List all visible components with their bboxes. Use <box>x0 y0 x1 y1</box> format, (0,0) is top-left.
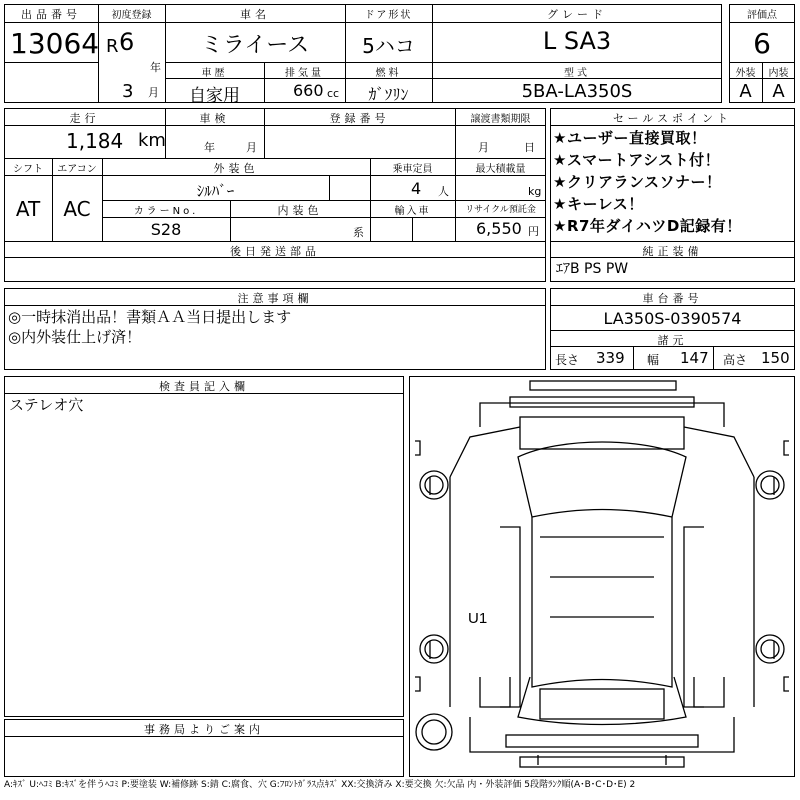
chassis-number: LA350S-0390574 <box>603 309 742 328</box>
first-reg-month: 3 <box>122 81 134 102</box>
ext-color-label: 外装色 <box>213 162 259 175</box>
car-diagram <box>409 376 795 777</box>
mileage-unit: km <box>138 130 166 151</box>
selling-point: ★スマートアシスト付！ <box>553 151 721 169</box>
chassis-label: 車台番号 <box>642 292 703 305</box>
color-no-label: カラーNo. <box>133 206 199 217</box>
inspection-month-unit: 月 <box>246 141 257 154</box>
office-label: 事務局よりご案内 <box>144 723 264 736</box>
recycle-unit: 円 <box>528 225 539 238</box>
ext-score: A <box>739 81 752 102</box>
height: 150 <box>761 349 790 367</box>
selling-points-label: セールスポイント <box>612 112 732 125</box>
model-label: 型式 <box>564 68 590 79</box>
displacement-label: 排気量 <box>285 68 324 79</box>
car-diagram-drawing <box>410 377 794 776</box>
notes-label: 注意事項欄 <box>237 292 313 305</box>
grade-label: グレード <box>547 8 607 21</box>
ext-color: ｼﾙﾊﾞｰ <box>196 182 235 200</box>
mileage-label: 走行 <box>69 112 100 125</box>
import-label: 輸入車 <box>394 206 431 217</box>
inspector-block <box>4 376 404 717</box>
aircon: AC <box>63 197 91 221</box>
transfer-month-unit: 月 <box>478 141 489 154</box>
equipment: ｴｱB PS PW <box>556 261 629 277</box>
lot-label: 出品番号 <box>21 8 81 21</box>
inspection-label: 車検 <box>199 112 230 125</box>
ext-score-label: 外装 <box>735 68 756 79</box>
score-label: 評価点 <box>747 10 777 21</box>
damage-mark: U1 <box>468 610 488 627</box>
model: 5BA-LA350S <box>521 81 633 102</box>
selling-point: ★R7年ダイハツD記録有！ <box>553 217 742 235</box>
displacement: 660 <box>293 81 324 100</box>
displacement-unit: cc <box>327 87 340 100</box>
max-load-label: 最大積載量 <box>475 164 526 175</box>
door-type: 5ハコ <box>362 34 415 58</box>
lot-number: 13064 <box>10 27 100 60</box>
specs-label: 諸元 <box>657 334 688 347</box>
capacity-unit: 人 <box>438 185 449 198</box>
later-parts-label: 後日発送部品 <box>230 245 320 258</box>
recycle: 6,550 <box>476 219 522 238</box>
transfer-day-unit: 日 <box>524 141 535 154</box>
legend: A:ｷｽﾞ U:ﾍｺﾐ B:ｷｽﾞを伴うﾍｺﾐ P:要塗装 W:補修跡 S:錆 C:腐食、穴 G:ﾌﾛﾝﾄｶﾞﾗｽ点ｷｽﾞ XX:交換済み X:要交換 欠:欠品 内・外装評価 5段階ﾗﾝｸ順(A･B･C･D･E) 2 <box>4 780 636 790</box>
mileage: 1,184 <box>66 129 124 153</box>
height-label: 高さ <box>723 353 748 367</box>
shift: AT <box>15 197 41 221</box>
inspector-label: 検査員記入欄 <box>159 380 249 393</box>
door-label: ドア形状 <box>364 10 413 21</box>
max-load-unit: kg <box>528 185 542 198</box>
int-score-label: 内装 <box>768 68 789 79</box>
transfer-label: 譲渡書類期限 <box>470 114 531 125</box>
note-line: ◎一時抹消出品！書類ＡＡ当日提出します <box>8 308 292 326</box>
reg-no-label: 登録番号 <box>329 112 390 125</box>
int-score: A <box>772 81 785 102</box>
capacity-label: 乗車定員 <box>392 164 433 175</box>
first-reg-year-unit: 年 <box>150 61 161 74</box>
length: 339 <box>596 349 625 367</box>
int-color-unit: 系 <box>353 226 364 239</box>
inspector-note: ステレオ穴 <box>9 396 84 414</box>
first-reg-month-unit: 月 <box>148 86 159 99</box>
note-line: ◎内外装仕上げ済！ <box>8 328 142 346</box>
int-color-label: 内装色 <box>277 204 323 217</box>
first-reg-era: R <box>106 36 119 57</box>
car-name: ミライース <box>200 33 310 58</box>
width-label: 幅 <box>647 353 660 367</box>
first-reg-year: 6 <box>119 28 135 56</box>
fuel-label: 燃料 <box>375 68 402 79</box>
selling-point: ★キーレス！ <box>553 195 644 213</box>
width: 147 <box>680 349 709 367</box>
selling-point: ★ユーザー直接買取！ <box>553 129 707 147</box>
equipment-label: 純正装備 <box>642 245 703 258</box>
first-reg-label: 初度登録 <box>111 10 152 21</box>
selling-point: ★クリアランスソナー！ <box>553 173 722 191</box>
recycle-label: リサイクル預託金 <box>465 205 536 215</box>
score: 6 <box>753 27 771 60</box>
shift-label: シフト <box>13 164 43 175</box>
color-no: S28 <box>150 220 182 239</box>
aircon-label: エアコン <box>57 164 97 175</box>
capacity: 4 <box>411 179 422 198</box>
car-name-label: 車名 <box>240 8 270 21</box>
history-label: 車歴 <box>201 68 228 79</box>
inspection-year-unit: 年 <box>204 141 215 154</box>
grade: L SA3 <box>542 27 612 55</box>
fuel: ｶﾞｿﾘﾝ <box>368 85 409 104</box>
length-label: 長さ <box>555 353 580 367</box>
history: 自家用 <box>189 86 240 106</box>
